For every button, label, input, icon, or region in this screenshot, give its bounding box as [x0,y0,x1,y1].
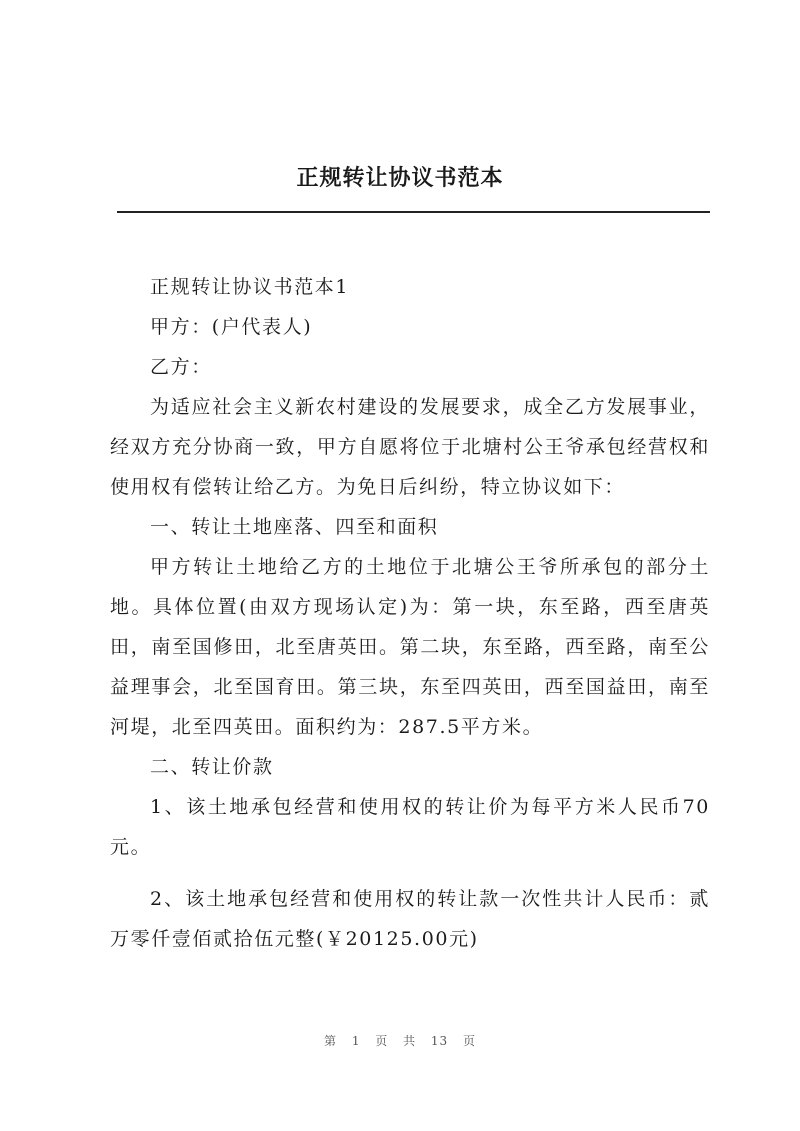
document-body [110,267,710,959]
section-heading-price: 二、转让价款 [150,756,274,778]
paragraph-heading: 正规转让协议书范本1 [150,276,350,298]
paragraph-party-a: 甲方：(户代表人) [150,316,313,338]
paragraph-price-2: 2、该土地承包经营和使用权的转让款一次性共计人民币：贰万零仟壹佰贰拾伍元整(￥20125.00元) [110,888,710,950]
title-divider [117,211,710,213]
paragraph-party-b: 乙方： [150,356,212,378]
page-footer: 第 1 页 共 13 页 [324,1034,476,1048]
paragraph-price-1: 1、该土地承包经营和使用权的转让价为每平方米人民币70元。 [110,796,710,858]
paragraph-location: 甲方转让土地给乙方的土地位于北塘公王爷所承包的部分土地。具体位置(由双方现场认定)为：第一块，东至路，西至唐英田，南至国修田，北至唐英田。第二块，东至路，西至路，南至公益理事会，北至国育田。第三块，东至四英田，西至国益田，南至河堤，北至四英田。面积约为：287.5平方米。 [110,556,710,738]
section-heading-location: 一、转让土地座落、四至和面积 [150,516,439,538]
document-title: 正规转让协议书范本 [296,166,504,191]
paragraph-preamble: 为适应社会主义新农村建设的发展要求，成全乙方发展事业，经双方充分协商一致，甲方自愿将位于北塘村公王爷承包经营权和使用权有偿转让给乙方。为免日后纠纷，特立协议如下： [110,396,710,498]
